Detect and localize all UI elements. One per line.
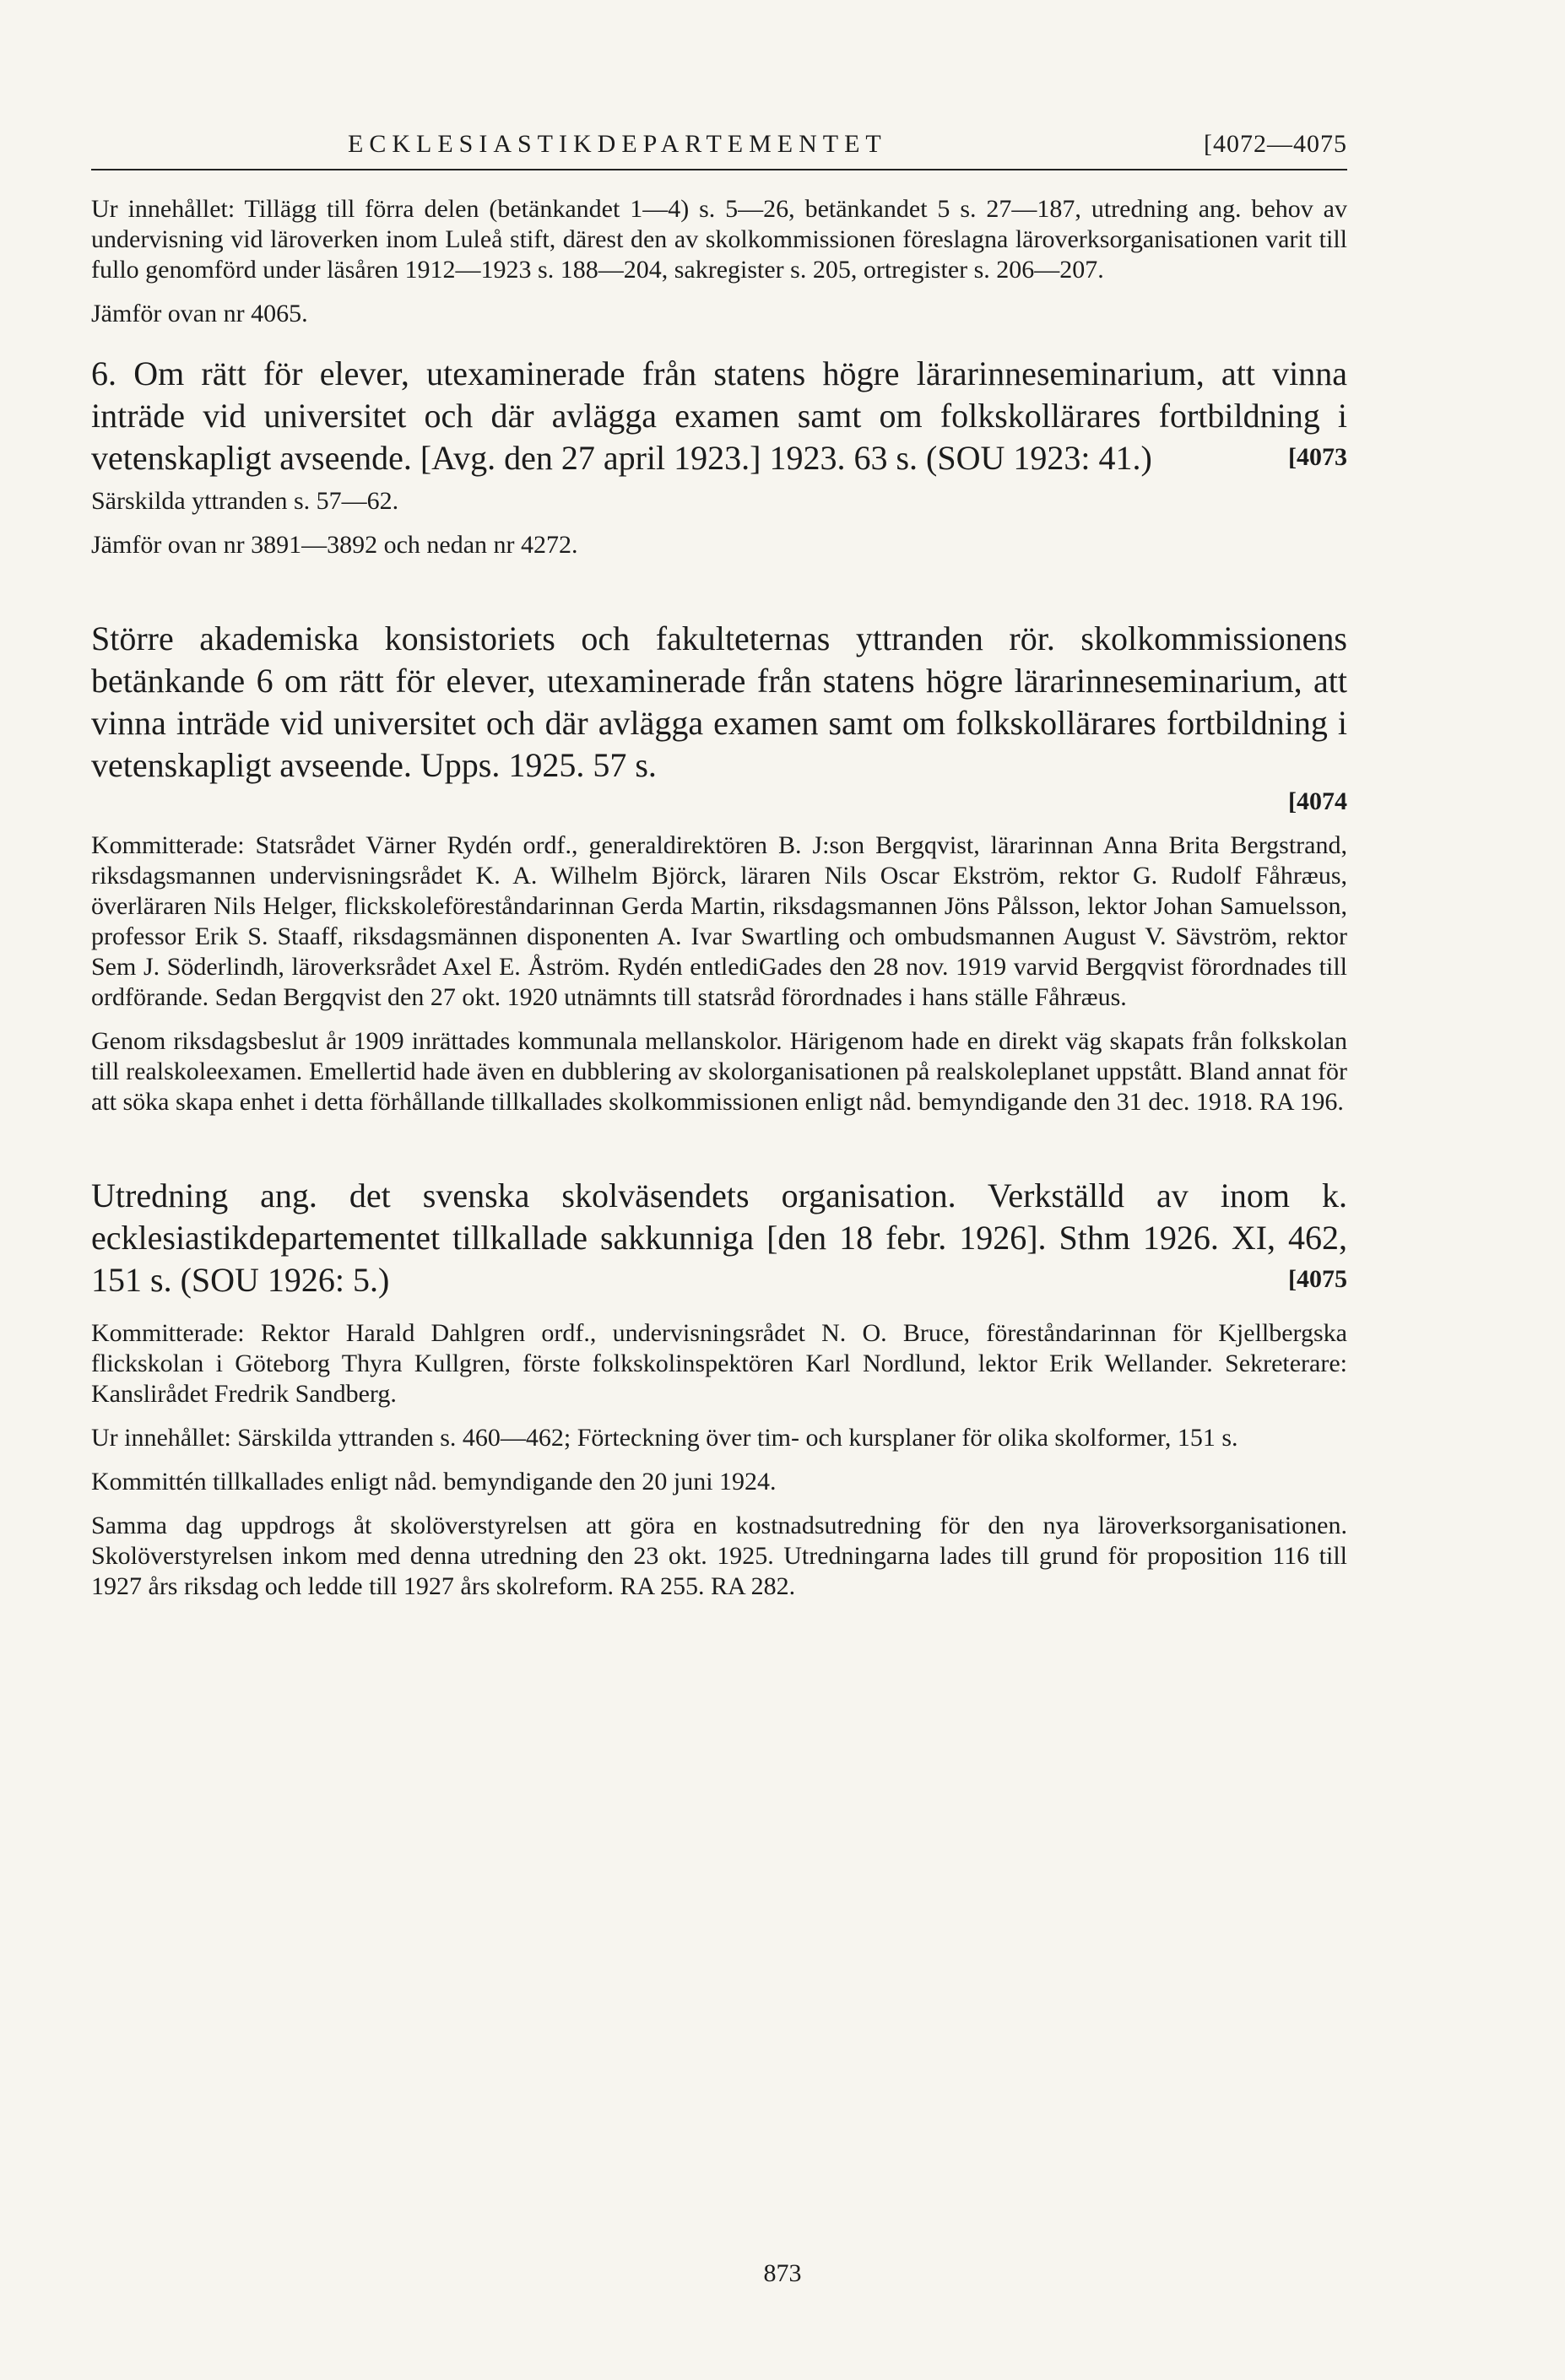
entry-4074-history: Genom riksdagsbeslut år 1909 inrättades kommunala mellanskolor. Härigenom hade en direkt väg skapats från folkskolan till realskoleexamen. Emellertid hade även en dubblering av skolorganisationen på realskoleplanet uppstått. Bland annat för att söka skapa enhet i detta förhållande tillkallades skolkommissionen enligt nåd. bemyndigande den 31 dec. 1918. RA 196. [91, 1027, 1347, 1116]
entry-4073-note-statements: Särskilda yttranden s. 57—62. [91, 487, 399, 515]
entry-4074-title: Större akademiska konsistoriets och fakulteternas yttranden rör. skolkommissionens betänkande 6 om rätt för elever, utexaminerade från statens högre lärarinneseminarium, att vinna inträde vid universitet och där avlägga examen samt om folkskollärares fortbildning i vetenskapligt avseende. Upps. 1925. 57 s. [91, 619, 1347, 784]
entry-4072-compare: Jämför ovan nr 4065. [91, 300, 308, 327]
entry-4075-contents: Ur innehållet: Särskilda yttranden s. 460—462; Förteckning över tim- och kursplaner för olika skolformer, 151 s. [91, 1424, 1238, 1452]
entry-4073-title: 6. Om rätt för elever, utexaminerade från statens högre lärarinneseminarium, att vinna inträde vid universitet och där avlägga examen samt om folkskollärares fortbildning i vetenskapligt avseende. [Avg. den 27 april 1923.] 1923. 63 s. (SOU 1923: 41.) [91, 354, 1347, 477]
entry-4075-number: [4075 [1288, 1265, 1347, 1293]
entry-4075-appointed: Kommittén tillkallades enligt nåd. bemyndigande den 20 juni 1924. [91, 1468, 777, 1496]
header-entry-range: [4072—4075 [1204, 130, 1347, 158]
entry-4075-committee: Kommitterade: Rektor Harald Dahlgren ordf., undervisningsrådet N. O. Bruce, föreståndarinnan för Kjellbergska flickskolan i Göteborg Thyra Kullgren, förste folkskolinspektören Karl Nordlund, lektor Erik Wellander. Sekreterare: Kanslirådet Fredrik Sandberg. [91, 1319, 1347, 1408]
header-title: ECKLESIASTIKDEPARTEMENTET [348, 130, 887, 158]
running-header [91, 127, 1347, 170]
entry-4073-number: [4073 [1288, 443, 1347, 471]
entry-4075-history: Samma dag uppdrogs åt skolöverstyrelsen att göra en kostnadsutredning för den nya läroverksorganisationen. Skolöverstyrelsen inkom med denna utredning den 23 okt. 1925. Utredningarna lades till grund för proposition 116 till 1927 års riksdag och ledde till 1927 års skolreform. RA 255. RA 282. [91, 1512, 1347, 1600]
entry-4074-committee: Kommitterade: Statsrådet Värner Rydén ordf., generaldirektören B. J:son Bergqvist, lärarinnan Anna Brita Bergstrand, riksdagsmannen undervisningsrådet K. A. Wilhelm Björck, läraren Nils Oscar Ekström, rektor G. Rudolf Fåhræus, överläraren Nils Helger, flickskoleföreståndarinnan Gerda Martin, riksdagsmannen Jöns Pålsson, lektor Johan Samuelsson, professor Erik S. Staaff, riksdagsmännen disponenten A. Ivar Swartling och ombudsmannen August V. Sävström, rektor Sem J. Söderlindh, läroverksrådet Axel E. Åström. Rydén entlediGades den 28 nov. 1919 varvid Bergqvist förordnades till ordförande. Sedan Bergqvist den 27 okt. 1920 utnämnts till statsråd förordnades i hans ställe Fåhræus. [91, 831, 1347, 1011]
entry-4074-number: [4074 [1288, 787, 1347, 815]
entry-4075-title: Utredning ang. det svenska skolväsendets organisation. Verkställd av inom k. ecklesiastikdepartementet tillkallade sakkunniga [den 18 febr. 1926]. Sthm 1926. XI, 462, 151 s. (SOU 1926: 5.) [91, 1176, 1347, 1299]
entry-4073-note-compare: Jämför ovan nr 3891—3892 och nedan nr 4272. [91, 531, 578, 559]
page-number: 873 [763, 2259, 802, 2287]
entry-4072-contents: Ur innehållet: Tillägg till förra delen (betänkandet 1—4) s. 5—26, betänkandet 5 s. 27—187, utredning ang. behov av undervisning vid läroverken inom Luleå stift, därest den av skolkommissionen föreslagna läroverksorganisationen varit till fullo genomförd under läsåren 1912—1923 s. 188—204, sakregister s. 205, ortregister s. 206—207. [91, 195, 1347, 284]
page-content [91, 194, 1347, 1602]
